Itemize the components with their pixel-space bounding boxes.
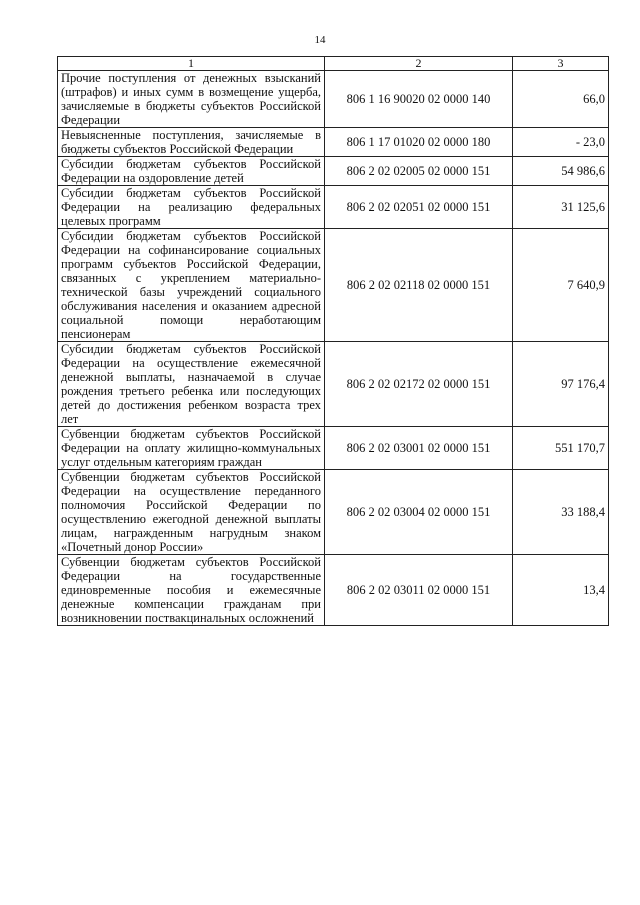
budget-code: 806 1 16 90020 02 0000 140 — [325, 71, 513, 128]
budget-code: 806 2 02 03004 02 0000 151 — [325, 470, 513, 555]
column-header-1: 1 — [58, 57, 325, 71]
revenue-name: Субсидии бюджетам субъектов Российской Федерации на осуществление ежемесячной денежной выплаты, назначаемой в случае рождения третьего ребенка или последующих детей до достижения ребенком возраста трех лет — [58, 342, 325, 427]
page-number: 14 — [314, 34, 326, 46]
budget-revenue-table — [57, 56, 609, 626]
amount: 31 125,6 — [513, 186, 609, 229]
amount: 54 986,6 — [513, 157, 609, 186]
amount: - 23,0 — [513, 128, 609, 157]
budget-code: 806 1 17 01020 02 0000 180 — [325, 128, 513, 157]
budget-code: 806 2 02 02051 02 0000 151 — [325, 186, 513, 229]
budget-code: 806 2 02 03001 02 0000 151 — [325, 427, 513, 470]
table-row — [58, 157, 609, 186]
revenue-name: Прочие поступления от денежных взысканий (штрафов) и иных сумм в возмещение ущерба, зачисляемые в бюджеты субъектов Российской Федерации — [58, 71, 325, 128]
budget-code: 806 2 02 02172 02 0000 151 — [325, 342, 513, 427]
revenue-name: Субвенции бюджетам субъектов Российской Федерации на оплату жилищно-коммунальных услуг отдельным категориям граждан — [58, 427, 325, 470]
revenue-name: Невыясненные поступления, зачисляемые в бюджеты субъектов Российской Федерации — [58, 128, 325, 157]
amount: 13,4 — [513, 555, 609, 626]
budget-code: 806 2 02 03011 02 0000 151 — [325, 555, 513, 626]
amount: 551 170,7 — [513, 427, 609, 470]
table-row — [58, 470, 609, 555]
revenue-name: Субвенции бюджетам субъектов Российской Федерации на государственные единовременные пособия и ежемесячные денежные компенсации гражданам при возникновении поствакцинальных осложнений — [58, 555, 325, 626]
revenue-name: Субсидии бюджетам субъектов Российской Федерации на оздоровление детей — [58, 157, 325, 186]
budget-code: 806 2 02 02118 02 0000 151 — [325, 229, 513, 342]
table-row — [58, 229, 609, 342]
column-header-2: 2 — [325, 57, 513, 71]
budget-code: 806 2 02 02005 02 0000 151 — [325, 157, 513, 186]
revenue-name: Субсидии бюджетам субъектов Российской Федерации на реализацию федеральных целевых программ — [58, 186, 325, 229]
revenue-name: Субвенции бюджетам субъектов Российской Федерации на осуществление переданного полномочия Российской Федерации по осуществлению ежегодной денежной выплаты лицам, награжденным нагрудным знаком «Почетный донор России» — [58, 470, 325, 555]
table-row — [58, 71, 609, 128]
amount: 7 640,9 — [513, 229, 609, 342]
column-header-3: 3 — [513, 57, 609, 71]
table-row — [58, 128, 609, 157]
table-row — [58, 427, 609, 470]
amount: 33 188,4 — [513, 470, 609, 555]
revenue-name: Субсидии бюджетам субъектов Российской Федерации на софинансирование социальных программ субъектов Российской Федерации, связанных с укреплением материально-технической базы учреждений социального обслуживания населения и оказанием адресной социальной помощи неработающим пенсионерам — [58, 229, 325, 342]
amount: 97 176,4 — [513, 342, 609, 427]
table-header-row — [58, 57, 609, 71]
table-row — [58, 186, 609, 229]
table-row — [58, 555, 609, 626]
amount: 66,0 — [513, 71, 609, 128]
table-row — [58, 342, 609, 427]
